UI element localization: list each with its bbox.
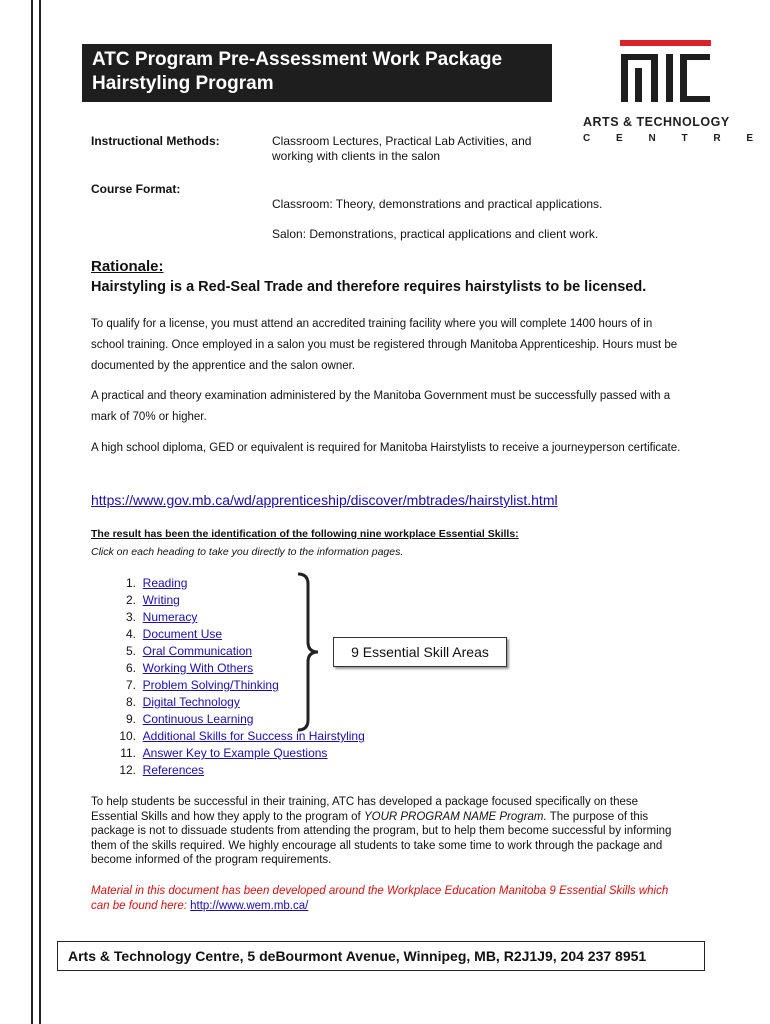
skill-link-answer-key[interactable]: Answer Key to Example Questions bbox=[142, 746, 328, 760]
rationale-paragraph-2: A practical and theory examination administered by the Manitoba Government must be successfully passed with a mark of 70% or higher. bbox=[91, 390, 671, 423]
material-note: Material in this document has been developed around the Workplace Education Manitoba 9 Essential Skills which can be found here: http://www.wem.mb.ca/ bbox=[91, 885, 669, 912]
skill-link-continuous-learning[interactable]: Continuous Learning bbox=[142, 712, 254, 726]
list-item: 3. Numeracy bbox=[125, 610, 198, 624]
list-item: 4. Document Use bbox=[125, 627, 223, 641]
skill-link-reading[interactable]: Reading bbox=[142, 576, 188, 590]
course-format-salon: Salon: Demonstrations, practical applications and client work. bbox=[272, 227, 599, 241]
logo-letter: R bbox=[713, 133, 721, 144]
skill-link-additional-skills[interactable]: Additional Skills for Success in Hairstyling bbox=[142, 729, 365, 743]
result-heading: The result has been the identification of the following nine workplace Essential Skills: bbox=[91, 528, 519, 540]
skill-link-document-use[interactable]: Document Use bbox=[142, 627, 223, 641]
wem-link[interactable]: http://www.wem.mb.ca/ bbox=[190, 899, 309, 912]
rationale-paragraph-1: To qualify for a license, you must attend an accredited training facility where you will complete 1400 hours of in school training. Once employed in a salon you must be registered through Manitoba Apprenticeship. Hours must be documented by the apprentice and the salon owner. bbox=[91, 318, 678, 372]
skill-link-working-with-others[interactable]: Working With Others bbox=[142, 661, 254, 675]
logo-centre bbox=[583, 133, 753, 144]
skill-link-references[interactable]: References bbox=[142, 763, 205, 777]
list-item: 5. Oral Communication bbox=[125, 644, 253, 658]
instructional-methods-label: Instructional Methods: bbox=[91, 134, 220, 148]
list-item: 10. Additional Skills for Success in Hairstyling bbox=[119, 729, 365, 743]
essential-skill-areas-box: 9 Essential Skill Areas bbox=[333, 637, 507, 667]
margin-line-outer bbox=[31, 0, 33, 1024]
list-item: 2. Writing bbox=[125, 593, 180, 607]
list-item: 9. Continuous Learning bbox=[125, 712, 254, 726]
logo-letter: C bbox=[583, 133, 591, 144]
rationale-subheading: Hairstyling is a Red-Seal Trade and therefore requires hairstylists to be licensed. bbox=[91, 279, 647, 295]
hairstylist-trade-link[interactable]: https://www.gov.mb.ca/wd/apprenticeship/discover/mbtrades/hairstylist.html bbox=[91, 492, 558, 508]
skill-link-digital-technology[interactable]: Digital Technology bbox=[142, 695, 240, 709]
list-item: 1. Reading bbox=[125, 576, 188, 590]
right-brace-icon bbox=[296, 572, 326, 732]
list-item: 7. Problem Solving/Thinking bbox=[125, 678, 279, 692]
title-line-1: ATC Program Pre-Assessment Work Package bbox=[92, 49, 503, 70]
course-format-label: Course Format: bbox=[91, 182, 181, 196]
help-paragraph: To help students be successful in their training, ATC has developed a package focused specifically on these Essential Skills and how they apply to the program of YOUR PROGRAM NAME Program. The purpose of this package is not to dissuade students from attending the program, but to help them become successful by informing them of the skills required. We highly encourage all students to take some time to work through the package and become informed of the program requirements. bbox=[91, 796, 672, 866]
skill-link-writing[interactable]: Writing bbox=[142, 593, 180, 607]
list-item: 11. Answer Key to Example Questions bbox=[120, 746, 328, 760]
list-item: 8. Digital Technology bbox=[125, 695, 240, 709]
rationale-heading: Rationale: bbox=[91, 258, 164, 275]
logo-letter: E bbox=[616, 133, 623, 144]
logo-letter: N bbox=[648, 133, 656, 144]
skill-link-numeracy[interactable]: Numeracy bbox=[142, 610, 198, 624]
rationale-paragraph-3: A high school diploma, GED or equivalent is required for Manitoba Hairstylists to receive a journeyperson certificate. bbox=[91, 442, 681, 454]
skill-link-oral-communication[interactable]: Oral Communication bbox=[142, 644, 253, 658]
skill-link-problem-solving[interactable]: Problem Solving/Thinking bbox=[142, 678, 279, 692]
list-item: 12. References bbox=[119, 763, 205, 777]
document-title bbox=[82, 44, 552, 102]
skills-list bbox=[108, 575, 365, 779]
course-format-classroom: Classroom: Theory, demonstrations and practical applications. bbox=[272, 197, 603, 211]
logo-letter: E bbox=[746, 133, 753, 144]
logo-name: ARTS & TECHNOLOGY bbox=[583, 115, 730, 129]
result-subheading: Click on each heading to take you directly to the information pages. bbox=[91, 546, 404, 558]
instructional-methods-value: Classroom Lectures, Practical Lab Activities, and working with clients in the salon bbox=[272, 134, 532, 163]
footer-address: Arts & Technology Centre, 5 deBourmont Avenue, Winnipeg, MB, R2J1J9, 204 237 8951 bbox=[57, 941, 705, 971]
margin-line-inner bbox=[39, 0, 41, 1024]
logo-letter: T bbox=[681, 133, 688, 144]
list-item: 6. Working With Others bbox=[125, 661, 254, 675]
title-line-2: Hairstyling Program bbox=[92, 73, 274, 94]
